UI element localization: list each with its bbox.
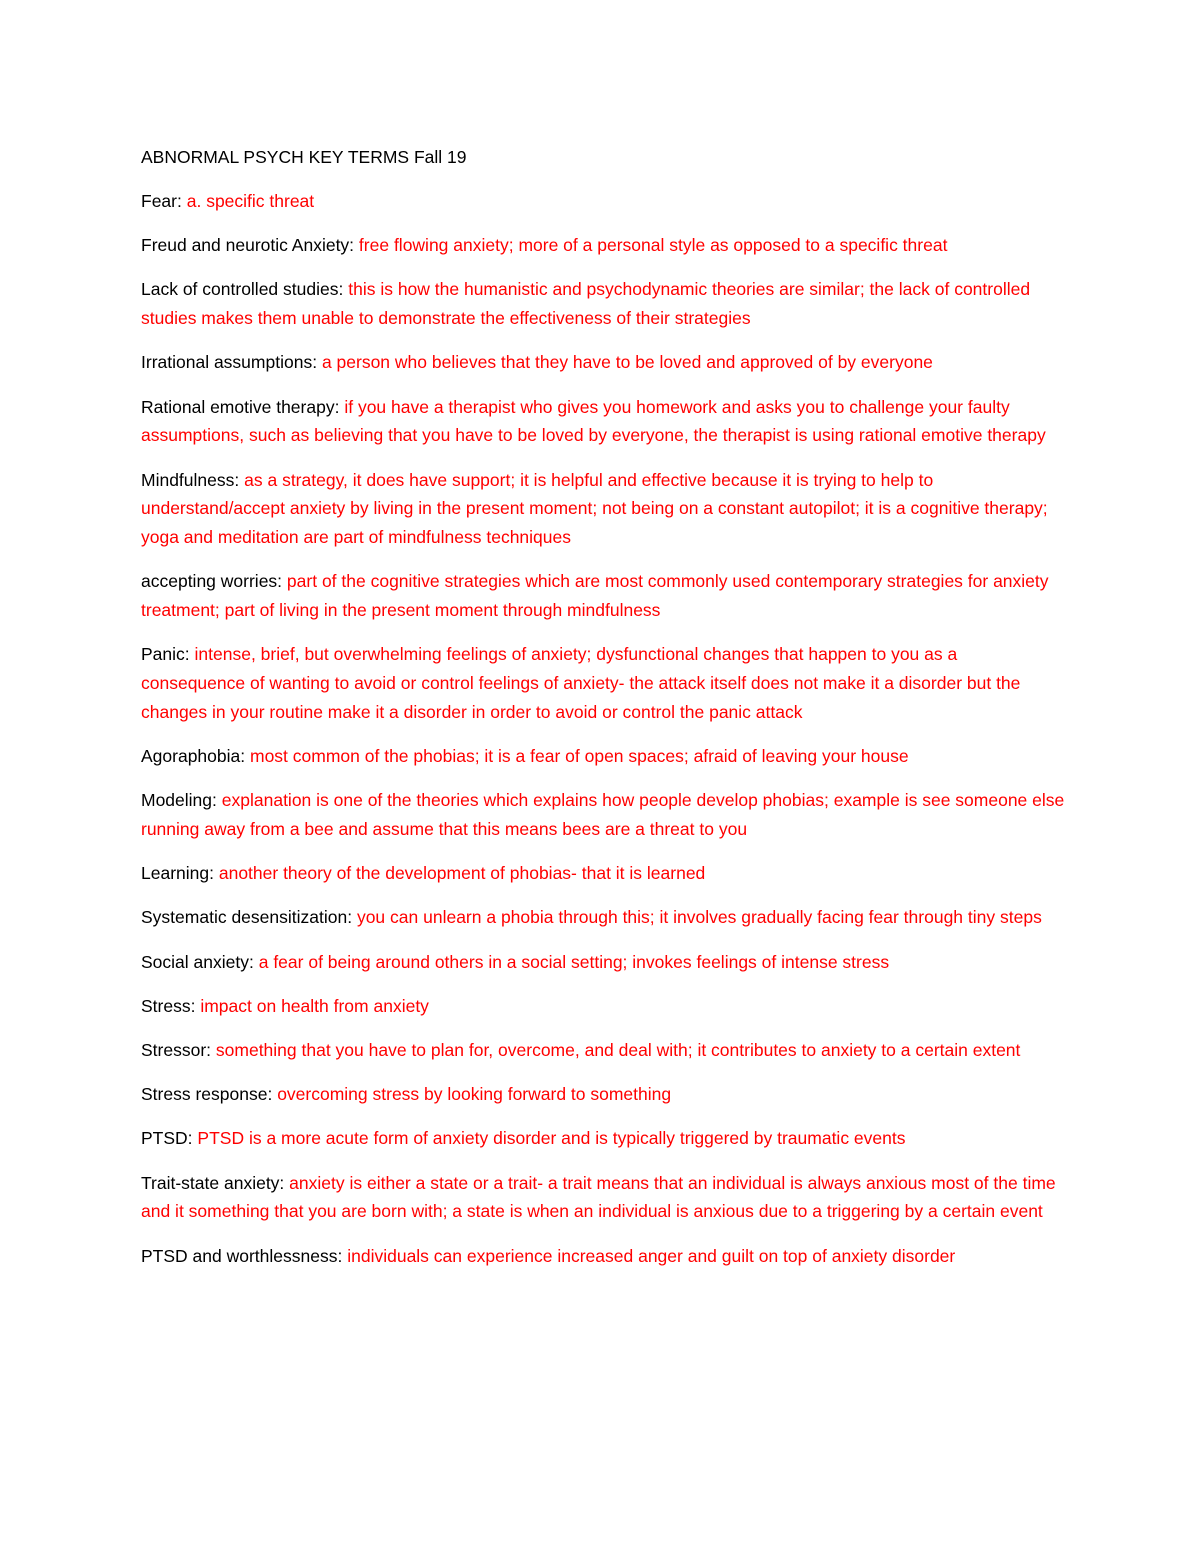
term-entry — [141, 640, 1066, 726]
term-label: Irrational assumptions: — [141, 352, 318, 373]
term-definition: overcoming stress by looking forward to something — [277, 1084, 672, 1105]
term-label: Learning: — [141, 863, 214, 884]
term-entry — [141, 859, 1066, 888]
term-label: Trait-state anxiety: — [141, 1172, 285, 1193]
term-entry — [141, 742, 1066, 771]
term-definition: PTSD is a more acute form of anxiety disorder and is typically triggered by traumatic events — [197, 1128, 906, 1149]
term-definition: part of the cognitive strategies which are most commonly used contemporary strategies for anxiety treatment; part of living in the present moment through mindfulness — [141, 571, 1049, 621]
term-entry — [141, 1080, 1066, 1109]
term-label: Stress: — [141, 995, 196, 1016]
term-label: Rational emotive therapy: — [141, 396, 340, 417]
term-entry — [141, 275, 1066, 333]
term-definition: intense, brief, but overwhelming feelings of anxiety; dysfunctional changes that happen to you as a consequence of wanting to avoid or control feelings of anxiety- the attack itself does not make it a disorder but the changes in your routine make it a disorder in order to avoid or control the panic attack — [141, 644, 1021, 722]
term-label: PTSD and worthlessness: — [141, 1245, 343, 1266]
term-entry — [141, 1124, 1066, 1153]
term-definition: you can unlearn a phobia through this; it involves gradually facing fear through tiny steps — [356, 907, 1042, 928]
term-label: PTSD: — [141, 1128, 193, 1149]
term-definition: anxiety is either a state or a trait- a trait means that an individual is always anxious most of the time and it something that you are born with; a state is when an individual is anxious due to a triggering by a certain event — [141, 1172, 1056, 1222]
term-entry — [141, 992, 1066, 1021]
term-label: Stress response: — [141, 1084, 273, 1105]
term-label: Mindfulness: — [141, 469, 240, 490]
term-entry — [141, 393, 1066, 451]
term-entry — [141, 567, 1066, 625]
term-entry — [141, 466, 1066, 552]
term-label: Freud and neurotic Anxiety: — [141, 235, 355, 256]
term-definition: another theory of the development of phobias- that it is learned — [218, 863, 706, 884]
term-label: Lack of controlled studies: — [141, 279, 344, 300]
term-entry — [141, 903, 1066, 932]
term-label: Systematic desensitization: — [141, 907, 353, 928]
term-definition: most common of the phobias; it is a fear of open spaces; afraid of leaving your house — [250, 746, 909, 767]
document-title: ABNORMAL PSYCH KEY TERMS Fall 19 — [141, 147, 467, 167]
term-definition: if you have a therapist who gives you homework and asks you to challenge your faulty assumptions, such as believing that you have to be loved by everyone, the therapist is using rational emotive therapy — [141, 396, 1046, 446]
document-page — [141, 143, 1066, 1286]
term-label: Panic: — [141, 644, 190, 665]
term-definition: as a strategy, it does have support; it is helpful and effective because it is trying to help to understand/accept anxiety by living in the present moment; not being on a constant autopilot; it is a cognitive therapy; yoga and meditation are part of mindfulness techniques — [141, 469, 1048, 548]
term-definition: a person who believes that they have to be loved and approved of by everyone — [321, 352, 933, 373]
term-entry — [141, 948, 1066, 977]
term-label: Agoraphobia: — [141, 746, 246, 767]
term-entry — [141, 1169, 1066, 1227]
term-definition: impact on health from anxiety — [200, 995, 429, 1016]
term-entry — [141, 348, 1066, 377]
term-label: Fear: — [141, 191, 182, 211]
term-label: Social anxiety: — [141, 951, 254, 972]
term-definition: explanation is one of the theories which explains how people develop phobias; example is see someone else running away from a bee and assume that this means bees are a threat to you — [141, 790, 1065, 840]
term-definition: something that you have to plan for, overcome, and deal with; it contributes to anxiety to a certain extent — [215, 1040, 1021, 1060]
term-definition: this is how the humanistic and psychodynamic theories are similar; the lack of controlled studies makes them unable to demonstrate the effectiveness of their strategies — [141, 279, 1031, 329]
term-definition: a fear of being around others in a social setting; invokes feelings of intense stress — [258, 951, 890, 972]
term-entry — [141, 1242, 1066, 1271]
term-label: Stressor: — [141, 1040, 212, 1060]
term-definition: free flowing anxiety; more of a personal style as opposed to a specific threat — [358, 235, 948, 256]
term-entry — [141, 1036, 1066, 1065]
term-entry — [141, 786, 1066, 844]
term-label: accepting worries: — [141, 571, 283, 592]
term-label: Modeling: — [141, 790, 217, 811]
term-entry — [141, 231, 1066, 260]
term-definition: a. specific threat — [186, 191, 315, 211]
term-entry — [141, 187, 1066, 216]
term-definition: individuals can experience increased anger and guilt on top of anxiety disorder — [347, 1245, 956, 1266]
